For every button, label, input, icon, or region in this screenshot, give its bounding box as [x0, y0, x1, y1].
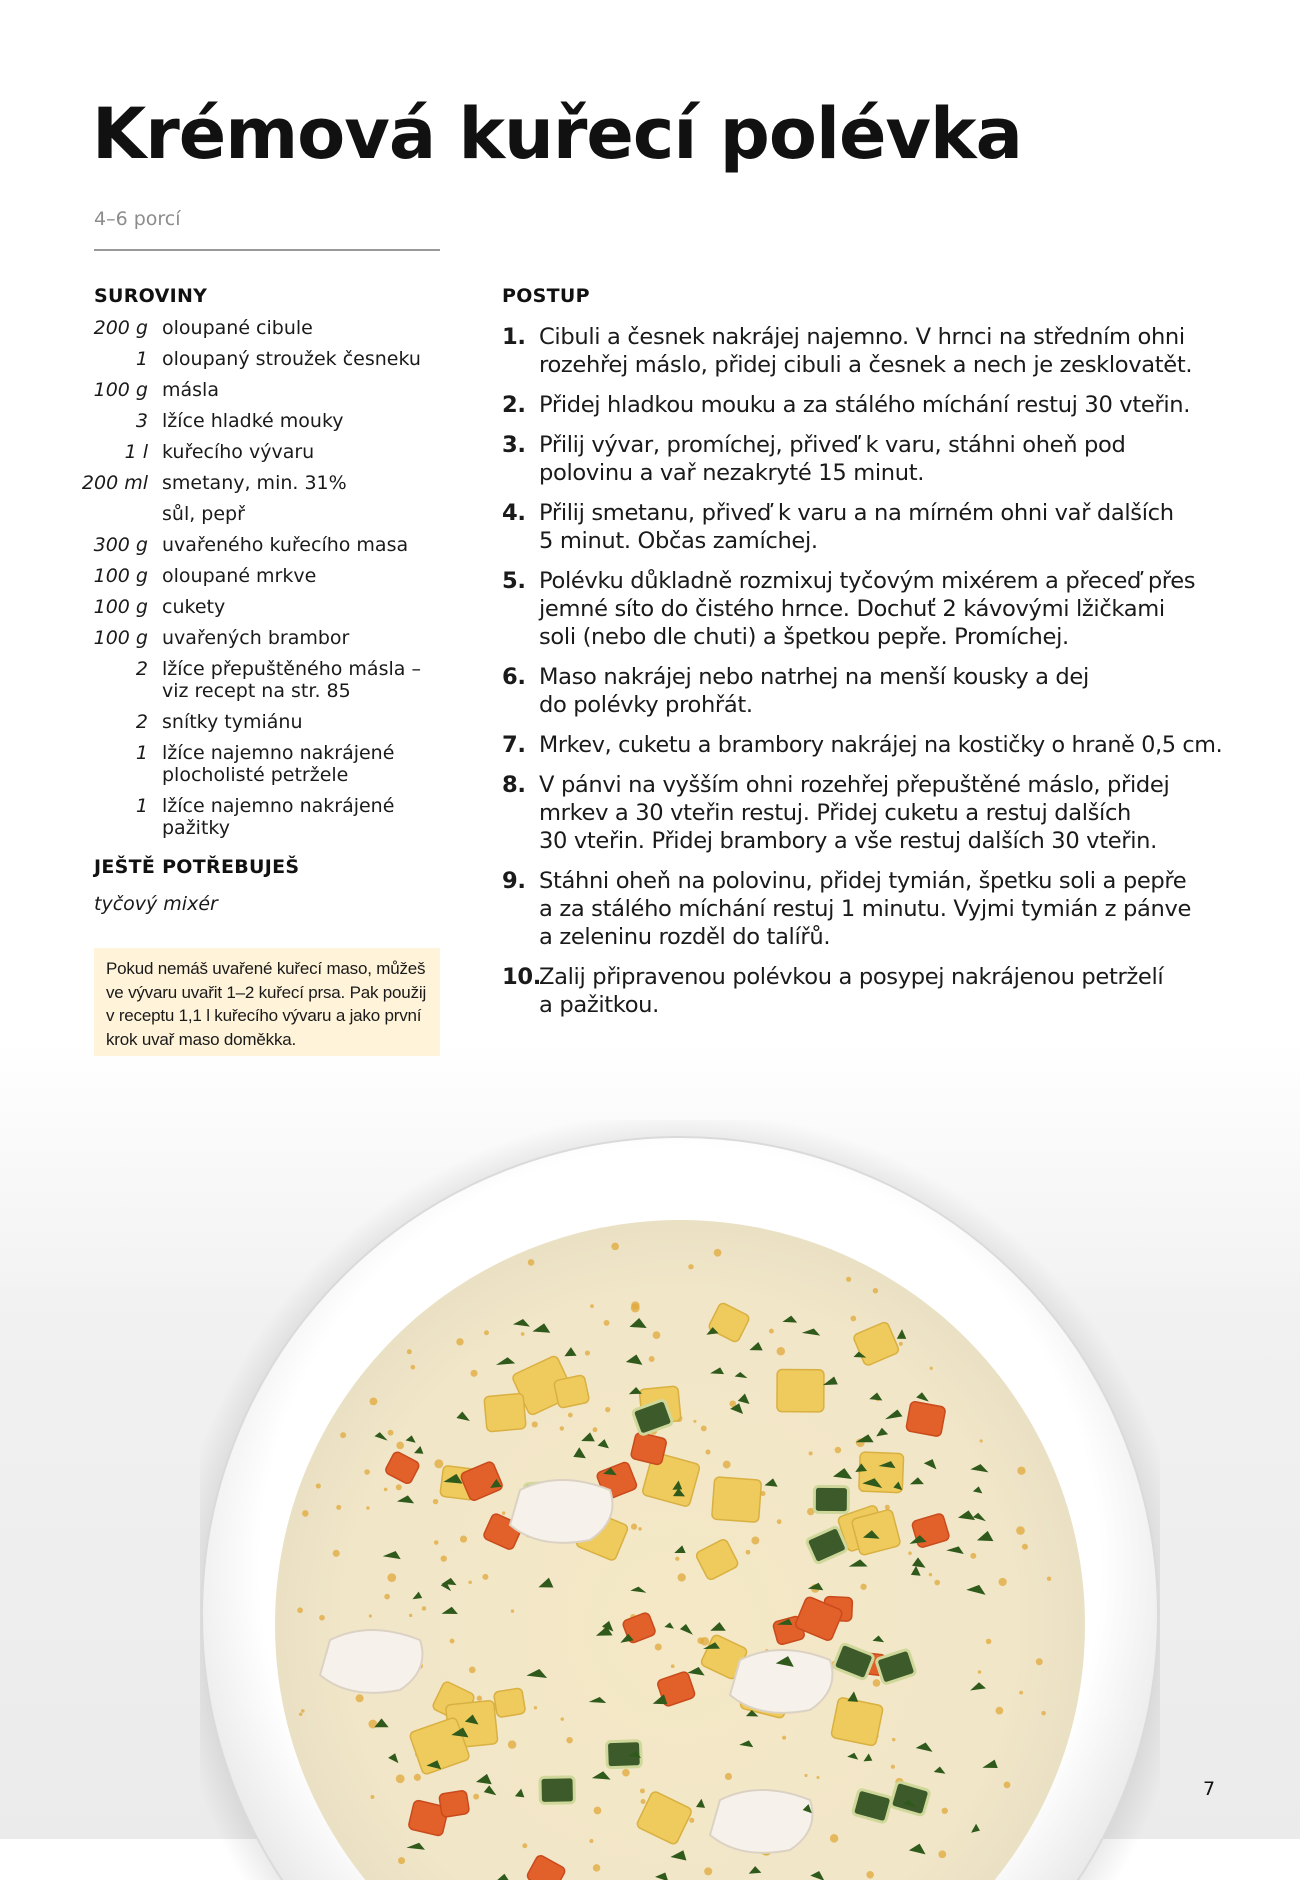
ingredient-item [94, 348, 444, 370]
oil-droplet [396, 1442, 404, 1450]
step-text [539, 771, 1222, 855]
step-text-line: mrkev a 30 vteřin restuj. Přidej cuketu a restuj dalších [539, 800, 1132, 826]
ingredient-name-line: lžíce najemno nakrájené [162, 742, 395, 764]
ingredient-name-line: kuřecího vývaru [162, 441, 315, 463]
oil-droplet [434, 1540, 439, 1545]
step-text-line: Cibuli a česnek nakrájej najemno. V hrnci na středním ohni [539, 324, 1185, 350]
step-text-line: Mrkev, cuketu a brambory nakrájej na kostičky o hraně 0,5 cm. [539, 732, 1223, 758]
method-step [502, 663, 1222, 719]
oil-droplet [484, 1330, 489, 1335]
oil-droplet [1004, 1781, 1011, 1788]
step-text-line: soli (nebo dle chuti) a špetkou pepře. Promíchej. [539, 624, 1069, 650]
oil-droplet [1017, 1467, 1025, 1475]
method-step [502, 431, 1222, 487]
oil-droplet [835, 1447, 842, 1454]
oil-droplet [568, 1413, 573, 1418]
chicken-piece [710, 1790, 813, 1853]
carrot-cube [906, 1401, 946, 1437]
ingredient-qty: 3 [135, 410, 148, 432]
ingredient-name [162, 441, 444, 463]
oil-droplet [725, 1773, 732, 1780]
ingredient-qty: 200 ml [81, 472, 148, 494]
oil-droplet [809, 1451, 813, 1455]
oil-droplet [1016, 1526, 1025, 1535]
oil-droplet [655, 1644, 662, 1651]
step-number: 10. [502, 964, 541, 990]
ingredient-name-line: uvařeného kuřecího masa [162, 534, 409, 556]
oil-droplet [746, 1550, 751, 1555]
ingredient-qty: 300 g [93, 534, 148, 556]
zucchini-cube [814, 1486, 848, 1512]
step-number: 3. [502, 432, 526, 458]
step-number: 8. [502, 772, 526, 798]
oil-droplet [777, 1347, 785, 1355]
step-text [539, 963, 1222, 1019]
oil-droplet [631, 1524, 637, 1530]
ingredient-name [162, 503, 444, 525]
oil-droplet [1022, 1544, 1028, 1550]
oil-droplet [333, 1550, 340, 1557]
oil-droplet [693, 1420, 696, 1423]
ingredient-name-line: oloupané mrkve [162, 565, 317, 587]
ingredient-name [162, 317, 444, 339]
ingredient-name [162, 348, 444, 370]
oil-droplet [700, 1637, 709, 1646]
ingredient-name [162, 596, 444, 618]
oil-droplet [456, 1338, 463, 1345]
step-number: 9. [502, 868, 526, 894]
step-text [539, 323, 1222, 379]
step-number: 1. [502, 324, 526, 350]
oil-droplet [469, 1667, 476, 1674]
oil-droplet [411, 1365, 416, 1370]
potato-cube [493, 1688, 525, 1718]
page-number: 7 [1203, 1778, 1216, 1800]
step-text-line: V pánvi na vyšším ohni rozehřej přepuštěné máslo, přidej [539, 772, 1170, 798]
oil-droplet [604, 1320, 610, 1326]
oil-droplet [846, 1277, 851, 1282]
step-text-line: jemné síto do čistého hrnce. Dochuť 2 kávovými lžičkami [539, 596, 1165, 622]
method-step [502, 963, 1222, 1019]
oil-droplet [653, 1331, 661, 1339]
step-number: 7. [502, 732, 526, 758]
oil-droplet [441, 1555, 447, 1561]
ingredient-name-line: uvařených brambor [162, 627, 350, 649]
potato-cube [712, 1477, 762, 1523]
oil-droplet [942, 1808, 948, 1814]
oil-droplet [364, 1469, 370, 1475]
ingredient-item [94, 711, 444, 733]
potato-cube [553, 1375, 589, 1409]
step-text-line: Přilij smetanu, přiveď k varu a na mírném ohni vař dalších [539, 500, 1174, 526]
step-text [539, 731, 1232, 759]
oil-droplet [473, 1794, 479, 1800]
ingredient-name-line: oloupané cibule [162, 317, 313, 339]
method-step [502, 731, 1222, 759]
step-text-line: Stáhni oheň na polovinu, přidej tymián, špetku soli a pepře [539, 868, 1187, 894]
oil-droplet [1019, 1691, 1023, 1695]
oil-droplet [396, 1484, 402, 1490]
ingredient-qty: 100 g [93, 379, 148, 401]
page-title: Krémová kuřecí polévka [92, 93, 1022, 175]
ingredient-name-line: lžíce přepuštěného másla – [162, 658, 421, 680]
ingredient-qty [80, 503, 162, 525]
ingredient-qty: 200 g [93, 317, 148, 339]
ingredient-item [94, 658, 444, 702]
oil-droplet [678, 1573, 686, 1581]
oil-droplet [866, 1871, 873, 1878]
oil-droplet [336, 1505, 341, 1510]
ingredient-name-line: viz recept na str. 85 [162, 680, 351, 702]
method-step [502, 567, 1222, 651]
oil-droplet [769, 1329, 774, 1334]
ingredient-item [94, 410, 444, 432]
oil-droplet [980, 1439, 983, 1442]
oil-droplet [414, 1774, 421, 1781]
ingredient-name-line: lžíce najemno nakrájené [162, 795, 395, 817]
ingredient-item [94, 441, 444, 463]
oil-droplet [1047, 1576, 1051, 1580]
extra-equipment-text: tyčový mixér [94, 893, 218, 915]
oil-droplet [892, 1738, 895, 1741]
oil-droplet [649, 1356, 655, 1362]
step-text-line: Polévku důkladně rozmixuj tyčovým mixérem a přeceď přes [539, 568, 1196, 594]
step-text-line: a pažitkou. [539, 992, 659, 1018]
oil-droplet [594, 1807, 602, 1815]
oil-droplet [996, 1707, 1004, 1715]
step-text-line: Maso nakrájej nebo natrhej na menší kousky a dej [539, 664, 1089, 690]
oil-droplet [850, 1316, 856, 1322]
ingredient-name-line: cukety [162, 596, 226, 618]
soup-bowl-illustration [200, 1120, 1160, 1880]
ingredient-qty: 100 g [93, 565, 148, 587]
ingredients-section [81, 283, 444, 915]
oil-droplet [340, 1432, 346, 1438]
oil-droplet [675, 1557, 679, 1561]
oil-droplet [589, 1839, 593, 1843]
ingredient-item [94, 565, 444, 587]
oil-droplet [891, 1765, 895, 1769]
tip-line: ve vývaru uvařit 1–2 kuřecí prsa. Pak použij [106, 982, 427, 1002]
oil-droplet [830, 1834, 838, 1842]
oil-droplet [704, 1867, 712, 1875]
oil-droplet [502, 1511, 505, 1514]
ingredient-name-line: sůl, pepř [162, 503, 245, 525]
ingredient-name [162, 627, 444, 649]
step-number: 4. [502, 500, 526, 526]
ingredient-qty: 2 [135, 711, 148, 733]
ingredient-item [94, 742, 444, 786]
chicken-piece [510, 1480, 613, 1543]
tip-box [94, 948, 440, 1056]
method-step [502, 771, 1222, 855]
zucchini-cube [540, 1777, 574, 1804]
oil-droplet [929, 1573, 932, 1576]
step-text [539, 663, 1222, 719]
oil-droplet [396, 1774, 405, 1783]
ingredient-qty: 1 [135, 742, 148, 764]
chicken-piece [730, 1650, 833, 1713]
soup-photo [200, 1120, 1160, 1880]
oil-droplet [640, 1788, 645, 1793]
divider [94, 249, 440, 251]
oil-droplet [934, 1580, 940, 1586]
method-step [502, 391, 1222, 419]
oil-droplet [705, 1450, 710, 1455]
oil-droplet [471, 1370, 478, 1377]
ingredient-item [94, 534, 444, 556]
oil-droplet [930, 1367, 933, 1370]
ingredient-name [162, 795, 444, 839]
ingredient-name [162, 534, 444, 556]
method-step [502, 499, 1222, 555]
ingredient-item [94, 503, 444, 525]
oil-droplet [460, 1536, 467, 1543]
step-text [539, 499, 1222, 555]
tip-line: krok uvař maso doměkka. [106, 1029, 297, 1049]
step-text-line: a za stálého míchání restuj 1 minutu. Vyjmi tymián z pánve [539, 896, 1192, 922]
oil-droplet [468, 1581, 472, 1585]
oil-droplet [938, 1850, 946, 1858]
oil-droplet [986, 1639, 992, 1645]
oil-droplet [611, 1243, 619, 1251]
step-text-line: polovinu a vař nezakryté 15 minut. [539, 460, 925, 486]
oil-droplet [566, 1737, 572, 1743]
oil-droplet [873, 1679, 881, 1687]
oil-droplet [532, 1421, 538, 1427]
ingredients-list [81, 317, 444, 839]
oil-droplet [777, 1519, 782, 1524]
oil-droplet [560, 1717, 564, 1721]
oil-droplet [873, 1288, 878, 1293]
ingredient-name-line: pažitky [162, 817, 230, 839]
oil-droplet [407, 1349, 412, 1354]
oil-droplet [714, 1249, 722, 1257]
oil-droplet [593, 1864, 600, 1871]
oil-droplet [605, 1407, 610, 1412]
oil-droplet [297, 1607, 303, 1613]
oil-droplet [534, 1706, 537, 1709]
oil-droplet [622, 1769, 630, 1777]
method-steps [502, 323, 1222, 1019]
ingredient-qty: 100 g [93, 627, 148, 649]
oil-droplet [1036, 1658, 1043, 1665]
ingredient-name [162, 658, 444, 702]
oil-droplet [301, 1709, 305, 1713]
ingredient-name-line: smetany, min. 31% [162, 472, 347, 494]
step-text-line: do polévky prohřát. [539, 692, 753, 718]
step-text-line: Přilij vývar, promíchej, přiveď k varu, stáhni oheň pod [539, 432, 1126, 458]
step-text-line: 30 vteřin. Přidej brambory a vše restuj dalších 30 vteřin. [539, 828, 1157, 854]
ingredients-heading: SUROVINY [94, 285, 208, 307]
servings-label: 4–6 porcí [94, 208, 181, 230]
step-number: 5. [502, 568, 526, 594]
potato-cube [777, 1369, 824, 1411]
ingredient-name [162, 742, 444, 786]
ingredient-qty: 1 l [124, 441, 148, 463]
oil-droplet [369, 1614, 372, 1617]
oil-droplet [302, 1510, 309, 1517]
step-text-line: 5 minut. Občas zamíchej. [539, 528, 818, 554]
method-step [502, 323, 1222, 379]
oil-droplet [804, 1774, 807, 1777]
ingredient-item [94, 795, 444, 839]
oil-droplet [899, 1342, 903, 1346]
oil-droplet [590, 1304, 594, 1308]
step-text-line: rozehřej máslo, přidej cibuli a česnek a nech je zesklovatět. [539, 352, 1193, 378]
ingredient-item [94, 596, 444, 618]
ingredient-qty: 100 g [93, 596, 148, 618]
oil-droplet [641, 1799, 646, 1804]
oil-droplet [528, 1259, 535, 1266]
ingredient-item [94, 379, 444, 401]
oil-droplet [978, 1670, 982, 1674]
ingredient-name [162, 410, 444, 432]
extra-equipment-heading: JEŠTĚ POTŘEBUJEŠ [94, 856, 300, 878]
carrot-cube [439, 1790, 470, 1817]
step-text [539, 391, 1222, 419]
oil-droplet [450, 1639, 455, 1644]
step-text-line: Zalij připravenou polévkou a posypej nakrájenou petrželí [539, 964, 1164, 990]
oil-droplet [319, 1615, 325, 1621]
oil-droplet [701, 1426, 707, 1432]
oil-droplet [384, 1488, 388, 1492]
oil-droplet [356, 1694, 364, 1702]
potato-cube [484, 1393, 526, 1432]
oil-droplet [688, 1264, 693, 1269]
ingredient-name-line: lžíce hladké mouky [162, 410, 344, 432]
method-section [502, 283, 1222, 1031]
ingredient-qty: 2 [135, 658, 148, 680]
ingredient-name [162, 379, 444, 401]
step-text [539, 867, 1222, 951]
oil-droplet [482, 1574, 488, 1580]
ingredient-name-line: másla [162, 379, 219, 401]
oil-droplet [908, 1551, 912, 1555]
oil-droplet [671, 1664, 675, 1668]
oil-droplet [631, 1301, 639, 1309]
oil-droplet [723, 1461, 731, 1469]
method-step [502, 867, 1222, 951]
oil-droplet [370, 1397, 378, 1405]
step-number: 6. [502, 664, 526, 690]
oil-droplet [434, 1459, 443, 1468]
oil-droplet [816, 1776, 819, 1779]
ingredient-name [162, 565, 444, 587]
ingredient-name [162, 711, 444, 733]
oil-droplet [560, 1426, 564, 1430]
oil-droplet [782, 1736, 786, 1740]
step-text-line: Přidej hladkou mouku a za stálého míchání restuj 30 vteřin. [539, 392, 1191, 418]
oil-droplet [1041, 1711, 1045, 1715]
ingredient-name [162, 472, 444, 494]
oil-droplet [585, 1350, 590, 1355]
ingredient-name-line: oloupaný stroužek česneku [162, 348, 421, 370]
oil-droplet [370, 1795, 374, 1799]
oil-droplet [409, 1614, 412, 1617]
oil-droplet [384, 1594, 390, 1600]
chicken-piece [320, 1630, 423, 1693]
oil-droplet [970, 1553, 976, 1559]
step-text [539, 431, 1222, 487]
oil-droplet [422, 1606, 427, 1611]
step-text-line: a zeleninu rozděl do talířů. [539, 924, 831, 950]
oil-droplet [999, 1578, 1007, 1586]
oil-droplet [522, 1843, 527, 1848]
ingredient-qty: 1 [135, 348, 148, 370]
ingredient-name-line: snítky tymiánu [162, 711, 303, 733]
oil-droplet [508, 1740, 517, 1749]
tip-line: Pokud nemáš uvařené kuřecí maso, můžeš [106, 959, 426, 978]
ingredient-item [94, 627, 444, 649]
oil-droplet [885, 1505, 890, 1510]
oil-droplet [638, 1527, 642, 1531]
oil-droplet [299, 1712, 303, 1716]
oil-droplet [388, 1430, 394, 1436]
potato-cube [831, 1697, 884, 1746]
method-heading: POSTUP [502, 285, 590, 307]
oil-droplet [477, 1696, 482, 1701]
oil-droplet [433, 1499, 439, 1505]
oil-droplet [689, 1818, 694, 1823]
step-text [539, 567, 1222, 651]
oil-droplet [387, 1573, 396, 1582]
oil-droplet [521, 1332, 525, 1336]
oil-droplet [593, 1427, 598, 1432]
ingredient-name-line: plocholisté petržele [162, 764, 349, 786]
oil-droplet [751, 1537, 759, 1545]
oil-droplet [366, 1506, 369, 1509]
oil-droplet [316, 1483, 321, 1488]
oil-droplet [860, 1584, 866, 1590]
step-number: 2. [502, 392, 526, 418]
oil-droplet [511, 1609, 514, 1612]
ingredient-qty: 1 [135, 795, 148, 817]
tip-line: v receptu 1,1 l kuřecího vývaru a jako první [106, 1006, 422, 1025]
ingredient-item [94, 317, 444, 339]
oil-droplet [398, 1857, 405, 1864]
ingredient-item [81, 472, 444, 494]
